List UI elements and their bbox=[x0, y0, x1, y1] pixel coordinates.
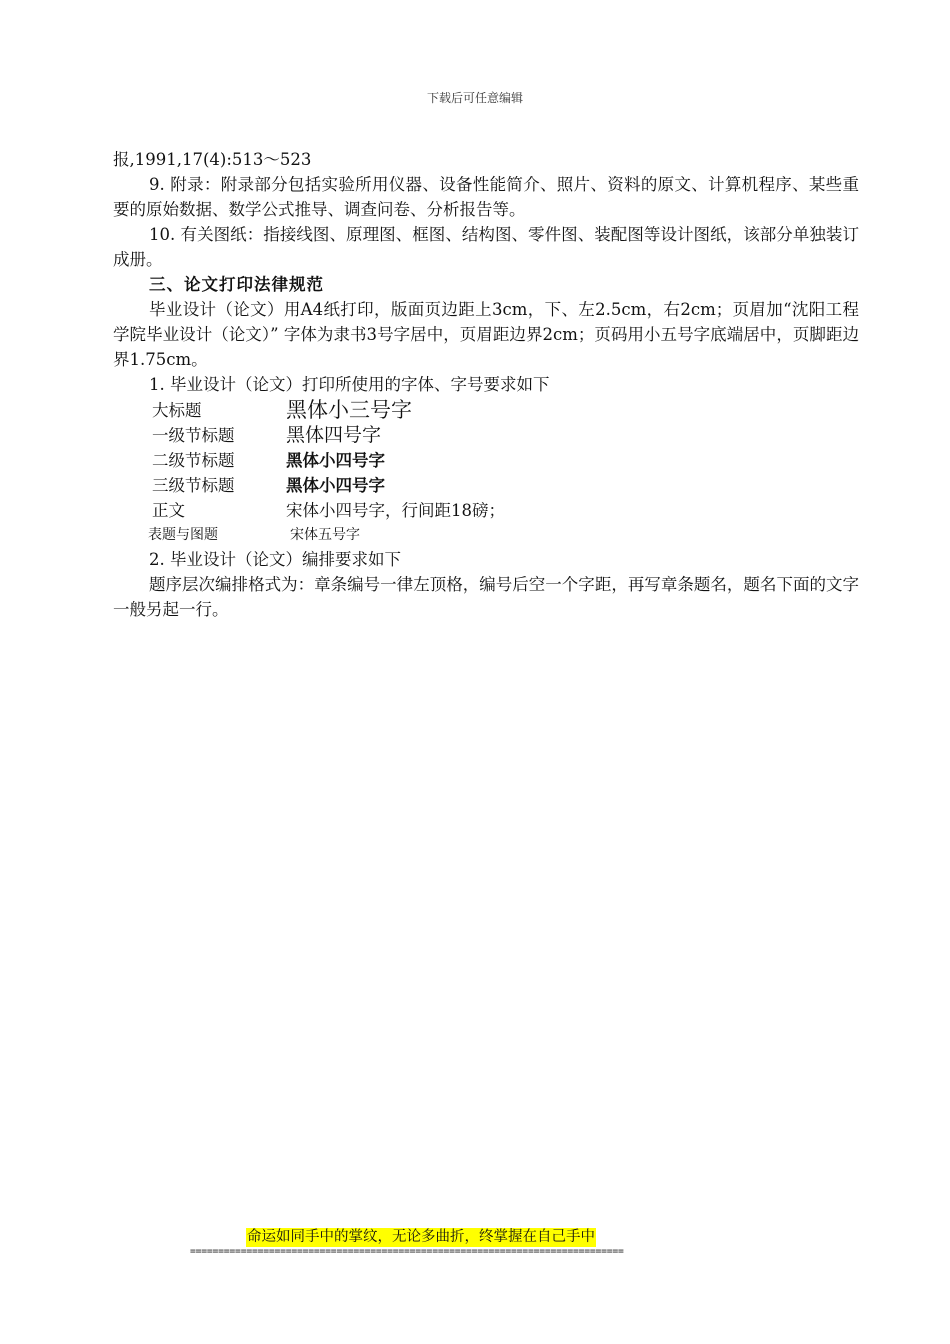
font-row-level3 bbox=[113, 473, 859, 498]
font-requirements-intro: 1. 毕业设计（论文）打印所使用的字体、字号要求如下 bbox=[149, 375, 550, 394]
footer-motto: 命运如同手中的掌纹，无论多曲折，终掌握在自己手中 bbox=[247, 1229, 595, 1245]
font-row-body bbox=[113, 498, 859, 523]
footer-divider: ============================================================================= bbox=[190, 1246, 624, 1257]
reference-line: 报,1991,17(4):513～523 bbox=[113, 150, 312, 169]
font-row-value: 黑体小四号字 bbox=[286, 476, 385, 495]
header-note: 下载后可任意编辑 bbox=[426, 91, 523, 105]
font-row-level1 bbox=[113, 423, 859, 448]
item-10-paragraph: 10. 有关图纸：指接线图、原理图、框图、结构图、零件图、装配图等设计图纸，该部分单独装订成册。 bbox=[113, 225, 859, 269]
font-row-value: 黑体四号字 bbox=[286, 424, 382, 446]
font-row-level2 bbox=[113, 448, 859, 473]
layout-requirements-intro: 2. 毕业设计（论文）编排要求如下 bbox=[149, 550, 401, 569]
print-spec-paragraph: 毕业设计（论文）用A4纸打印，版面页边距上3cm，下、左2.5cm，右2cm；页眉加“沈阳工程学院毕业设计（论文）” 字体为隶书3号字居中，页眉距边界2cm；页码用小五号字底端居中，页脚距边界1.75cm。 bbox=[113, 300, 859, 369]
font-row-label: 正文 bbox=[152, 501, 185, 520]
font-row-label: 三级节标题 bbox=[152, 476, 235, 495]
font-row-label: 表题与图题 bbox=[148, 526, 218, 543]
font-row-value: 黑体小三号字 bbox=[286, 397, 412, 422]
item-9-paragraph: 9. 附录：附录部分包括实验所用仪器、设备性能简介、照片、资料的原文、计算机程序、某些重要的原始数据、数学公式推导、调查问卷、分析报告等。 bbox=[113, 175, 859, 219]
font-row-label: 一级节标题 bbox=[152, 426, 235, 445]
font-row-captions bbox=[113, 523, 859, 547]
document-body bbox=[113, 147, 859, 622]
font-row-label: 二级节标题 bbox=[152, 451, 235, 470]
font-row-value: 宋体小四号字，行间距18磅； bbox=[286, 501, 505, 520]
font-row-main-title bbox=[113, 397, 859, 423]
numbering-format-paragraph: 题序层次编排格式为：章条编号一律左顶格，编号后空一个字距，再写章条题名，题名下面的文字一般另起一行。 bbox=[113, 575, 859, 619]
font-row-value: 黑体小四号字 bbox=[286, 451, 385, 470]
section-heading: 三、论文打印法律规范 bbox=[149, 275, 324, 294]
font-row-label: 大标题 bbox=[152, 400, 202, 420]
font-row-value: 宋体五号字 bbox=[290, 526, 360, 543]
